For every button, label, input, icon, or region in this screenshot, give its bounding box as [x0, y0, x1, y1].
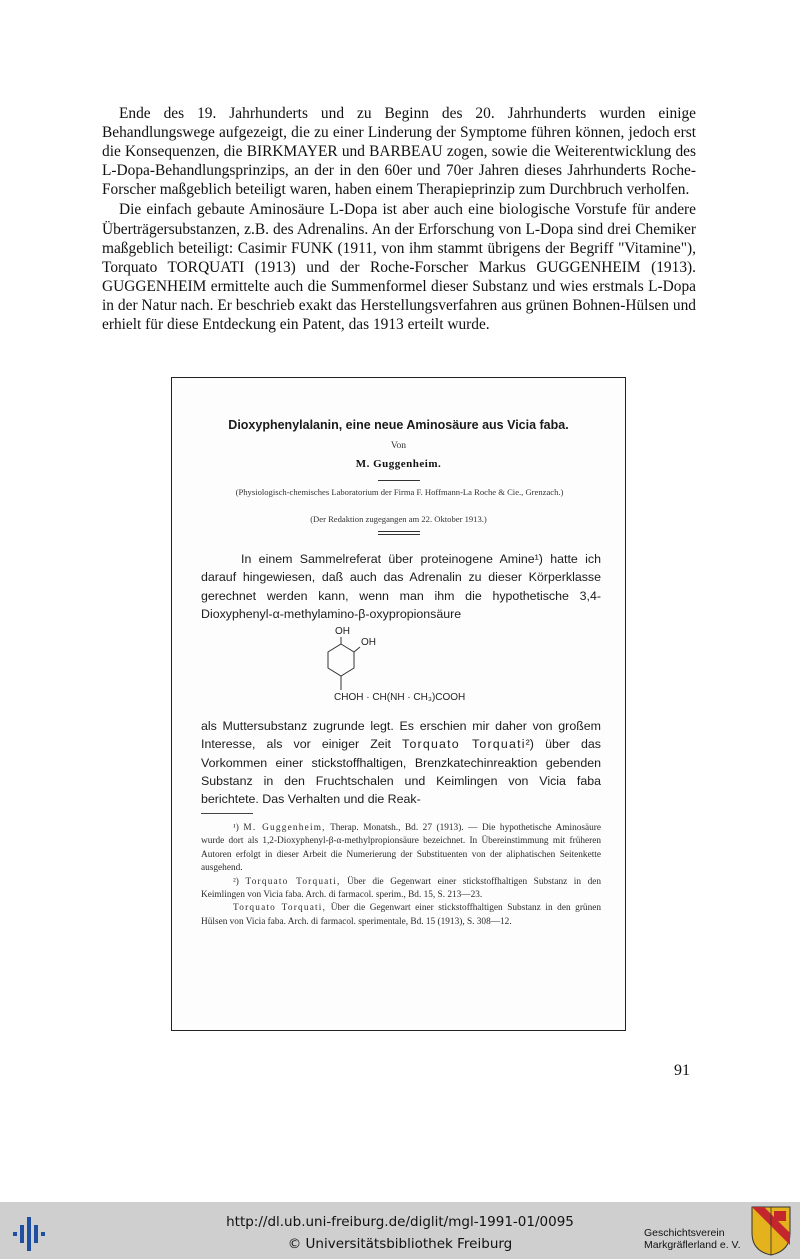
- clipping-body-1: [201, 550, 601, 623]
- clipping-author: M. Guggenheim.: [355, 458, 442, 470]
- org-line: Markgräflerland e. V.: [644, 1239, 741, 1251]
- chemical-structure: [317, 626, 487, 710]
- hydroxyl-label: OH: [361, 637, 376, 648]
- paragraph: Die einfach gebaute Aminosäure L-Dopa ist aber auch eine biologische Vorstufe für andere Überträgersubstanzen, z.B. des Adrenalins. An der Erforschung von L-Dopa sind drei Chemiker maßgeblich beteiligt: Casimir FUNK (1911, von ihm stammt übrigens der Begriff "Vitamine"), Torquato TORQUATI (1913) und der Roche-Forscher Markus GUGGENHEIM (1913). GUGGENHEIM ermittelte auch die Summenformel dieser Substanz und wies erstmals L-Dopa in der Natur nach. Er beschrieb exakt das Herstellungsverfahren aus grünen Bohnen-Hülsen und erhielt für diese Entdeckung ein Patent, das 1913 erteilt wurde.: [102, 201, 696, 334]
- copyright: © Universitätsbibliothek Freiburg: [287, 1236, 513, 1252]
- footnote-divider: [201, 813, 253, 814]
- divider: [378, 534, 420, 535]
- org-line: Geschichtsverein: [644, 1227, 725, 1239]
- organization-name: [644, 1227, 754, 1251]
- footnotes: [201, 822, 601, 929]
- footnote-text: Therap. Monatsh., Bd. 27 (1913). — Die hypothetische Aminosäure wurde dort als 1,2-Dioxyphenyl-β-α-methylpropionsäure bezeichnet. In Übereinstimmung mit früheren Autoren erfolgt in dieser Arbeit die Numerierung der Substituenten von der aliphatischen Seitenkette ausgehend.: [201, 823, 602, 874]
- article-clipping: [171, 377, 626, 1031]
- divider: [378, 480, 420, 481]
- page-number: 91: [674, 1062, 690, 1079]
- coat-of-arms-icon: [750, 1205, 792, 1257]
- permalink[interactable]: http://dl.ub.uni-freiburg.de/diglit/mgl-1991-01/0095: [226, 1214, 574, 1230]
- author-name: Torquato Torquati,: [233, 903, 327, 914]
- footnote-text: Über die Gegenwart einer stickstoffhaltigen Substanz in den Keimlingen von Vicia faba. Arch. di farmacol. sperim., Bd. 15, S. 213—23.: [201, 876, 602, 901]
- footnote-mark: ²): [233, 876, 239, 887]
- footnote: [201, 902, 601, 929]
- clipping-von: Von: [390, 441, 407, 451]
- clipping-title: Dioxyphenylalanin, eine neue Aminosäure aus Vicia faba.: [228, 418, 569, 432]
- footnote: [201, 876, 601, 903]
- clipping-received-date: (Der Redaktion zugegangen am 22. Oktober 1913.): [310, 514, 487, 524]
- divider: [378, 531, 420, 532]
- paragraph: Ende des 19. Jahrhunderts und zu Beginn des 20. Jahrhunderts wurden einige Behandlungswege aufgezeigt, die zu einer Linderung der Symptome führen können, jedoch erst die Konsequenzen, die BIRKMAYER und BARBEAU zogen, sowie die Weiterentwicklung des L-Dopa-Behandlungsprinzips, an der in den 60er und 70er Jahren dieses Jahrhunderts Roche-Forscher maßgeblich beteiligt waren, haben einem Therapieprinzip zum Durchbruch verholfen.: [102, 105, 696, 199]
- side-chain-label: CHOH · CH(NH · CH₃)COOH: [334, 692, 466, 703]
- main-text: [102, 104, 696, 334]
- footnote: [201, 822, 601, 876]
- footer-bar: [0, 1202, 800, 1259]
- hydroxyl-label: OH: [335, 626, 350, 637]
- body-text: ²) über das Vorkommen einer stickstoffhaltigen, Brenzkatechinreaktion gebenden Substanz in den Fruchtschalen und Keimlingen von Vicia faba berichtete. Das Verhalten und die Reak-: [201, 737, 601, 807]
- body-text: In einem Sammelreferat über proteinogene Amine¹) hatte ich darauf hingewiesen, daß auch das Adrenalin zu dieser Körperklasse gerechnet werden kann, wenn man ihm die hypothetische 3,4-Dioxyphenyl-α-methylamino-β-oxypropionsäure: [201, 552, 601, 621]
- footnote-text: Über die Gegenwart einer stickstoffhaltigen Substanz in den grünen Hülsen von Vicia faba. Arch. di farmacol. sperimentale, Bd. 15 (1913), S. 308—12.: [201, 903, 601, 927]
- body-text: als Muttersubstanz zugrunde legt. Es erschien mir daher von großem Interesse, als vor einiger Zeit: [201, 719, 601, 752]
- footnote-mark: ¹): [233, 823, 239, 833]
- author-name: Torquato Torquati,: [245, 876, 341, 887]
- author-name: Torquato Torquati: [402, 737, 526, 752]
- clipping-body-2: [201, 717, 601, 808]
- author-name: M. Guggenheim,: [243, 823, 326, 833]
- clipping-affiliation: (Physiologisch-chemisches Laboratorium der Firma F. Hoffmann-La Roche & Cie., Grenzach.): [235, 487, 564, 497]
